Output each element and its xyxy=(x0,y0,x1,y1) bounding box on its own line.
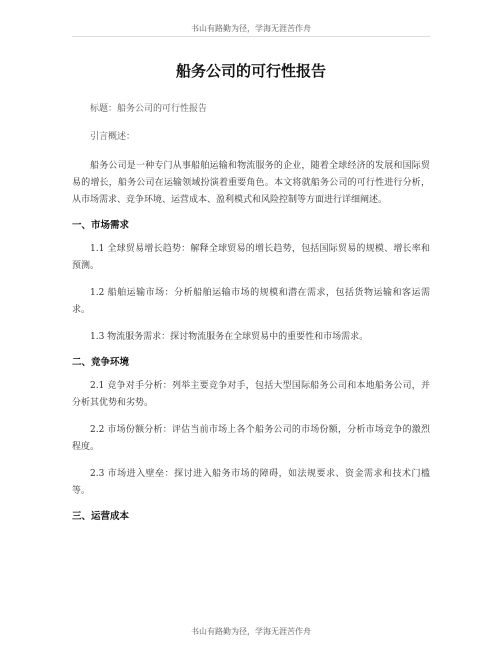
section-heading: 二、竞争环境 xyxy=(72,357,130,368)
footer-motto: 书山有路勤为径，学海无涯苦作舟 xyxy=(191,627,311,636)
section-heading: 三、运营成本 xyxy=(72,511,130,522)
header-divider xyxy=(72,36,430,37)
document-title: 船务公司的可行性报告 xyxy=(175,62,326,80)
section-competition xyxy=(72,356,430,500)
section-item: 2.2 市场份额分析：评估当前市场上各个船务公司的市场份额，分析市场竞争的激烈程度。 xyxy=(72,425,430,452)
section-item: 1.1 全球贸易增长趋势：解释全球贸易的增长趋势，包括国际贸易的规模、增长率和预测。 xyxy=(72,244,430,271)
section-item: 2.1 竞争对手分析：列举主要竞争对手，包括大型国际船务公司和本地船务公司，并分析其优势和劣势。 xyxy=(72,381,430,408)
section-market-demand xyxy=(72,219,430,346)
section-item: 2.3 市场进入壁垒：探讨进入船务市场的障碍，如法规要求、资金需求和技术门槛等。 xyxy=(72,469,430,496)
section-item: 1.3 物流服务需求：探讨物流服务在全球贸易中的重要性和市场需求。 xyxy=(90,332,369,342)
intro-label: 引言概述： xyxy=(90,132,136,142)
section-operating-costs xyxy=(72,510,430,524)
section-heading: 一、市场需求 xyxy=(72,220,130,231)
document-body xyxy=(72,58,430,532)
subject-line: 标题：船务公司的可行性报告 xyxy=(90,104,208,114)
header-motto: 书山有路勤为径，学海无涯苦作舟 xyxy=(191,24,311,33)
sections-container xyxy=(72,219,430,524)
intro-paragraph: 船务公司是一种专门从事船舶运输和物流服务的企业，随着全球经济的发展和国际贸易的增长，船务公司在运输领域扮演着重要角色。本文将就船务公司的可行性进行分析，从市场需求、竞争环境、运营成本、盈利模式和风险控制等方面进行详细阐述。 xyxy=(72,161,430,205)
section-item: 1.2 船舶运输市场：分析船舶运输市场的规模和潜在需求，包括货物运输和客运需求。 xyxy=(72,288,430,315)
